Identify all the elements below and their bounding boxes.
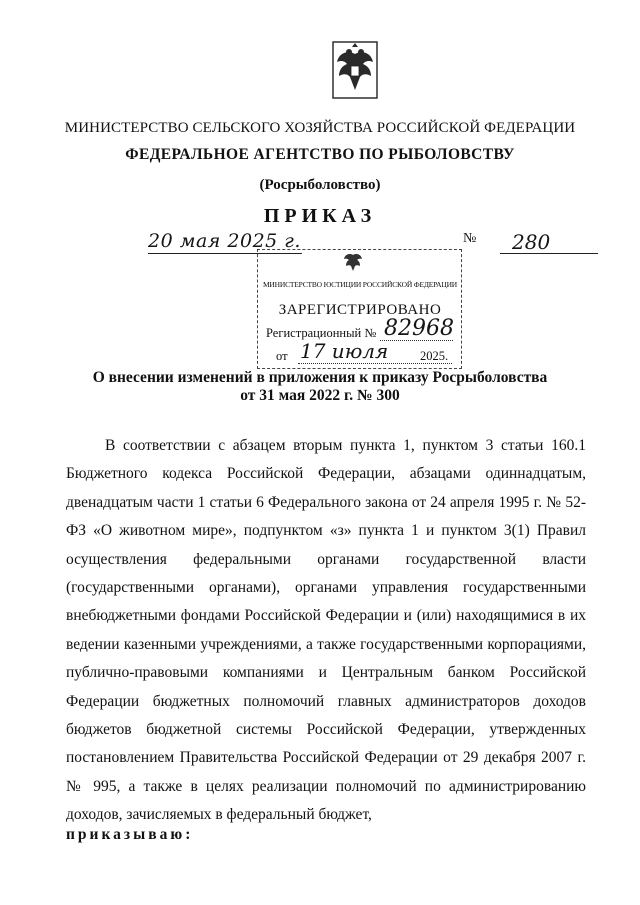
stamp-year: 2025. [420,349,449,363]
agency-short-name: (Росрыболовство) [259,177,381,193]
order-number-handwritten: 280 [512,230,551,254]
order-command: приказываю: [66,826,194,843]
order-number-underline [500,253,598,254]
stamp-registered-label: ЗАРЕГИСТРИРОВАНО [278,302,442,318]
stamp-reg-number-label: Регистрационный № [266,326,377,340]
coat-of-arms-icon [325,40,385,104]
stamp-date-handwritten: 17 июля [300,339,389,363]
body-paragraph: В соответствии с абзацем вторым пункта 1, пунктом 3 статьи 160.1 Бюджетного кодекса Российской Федерации, абзацами одиннадцатым, двенадцатым части 1 статьи 6 Федерального закона от 24 апреля 1995 г. № 52-ФЗ «О животном мире», подпунктом «з» пункта 1 и пунктом 3(1) Правил осуществления федеральными органами государственной власти (государственными органами), органами управления государственными внебюджетными фондами Российской Федерации и (или) находящимися в их ведении казенными учреждениями, а также государственными корпорациями, публично-правовыми компаниями и Центральным банком Российской Федерации бюджетных полномочий главных администраторов доходов бюджетов бюджетной системы Российской Федерации, утвержденных постановлением Правительства Российской Федерации от 29 декабря 2007 г. № 995, а также в целях реализации полномочий по администрированию доходов, зачисляемых в федеральный бюджет, [66,437,586,824]
order-number-sign: № [463,231,477,246]
document-type-title: ПРИКАЗ [263,205,377,227]
stamp-ministry-name: МИНИСТЕРСТВО ЮСТИЦИИ РОССИЙСКОЙ ФЕДЕРАЦИИ [262,280,458,289]
subject-line-2: от 31 мая 2022 г. № 300 [240,387,400,404]
stamp-reg-number-underline [380,340,453,341]
agency-name: ФЕДЕРАЛЬНОЕ АГЕНТСТВО ПО РЫБОЛОВСТВУ [125,146,515,163]
order-date-handwritten: 20 мая 2025 г. [148,230,301,252]
subject-line-1: О внесении изменений в приложения к приказу Росрыболовства [92,369,548,386]
stamp-emblem-icon [340,250,366,272]
stamp-reg-number-handwritten: 82968 [384,316,454,341]
stamp-date-underline [298,363,452,364]
stamp-from-label: от [276,349,288,363]
ministry-name: МИНИСТЕРСТВО СЕЛЬСКОГО ХОЗЯЙСТВА РОССИЙСКОЙ ФЕДЕРАЦИИ [64,120,576,136]
